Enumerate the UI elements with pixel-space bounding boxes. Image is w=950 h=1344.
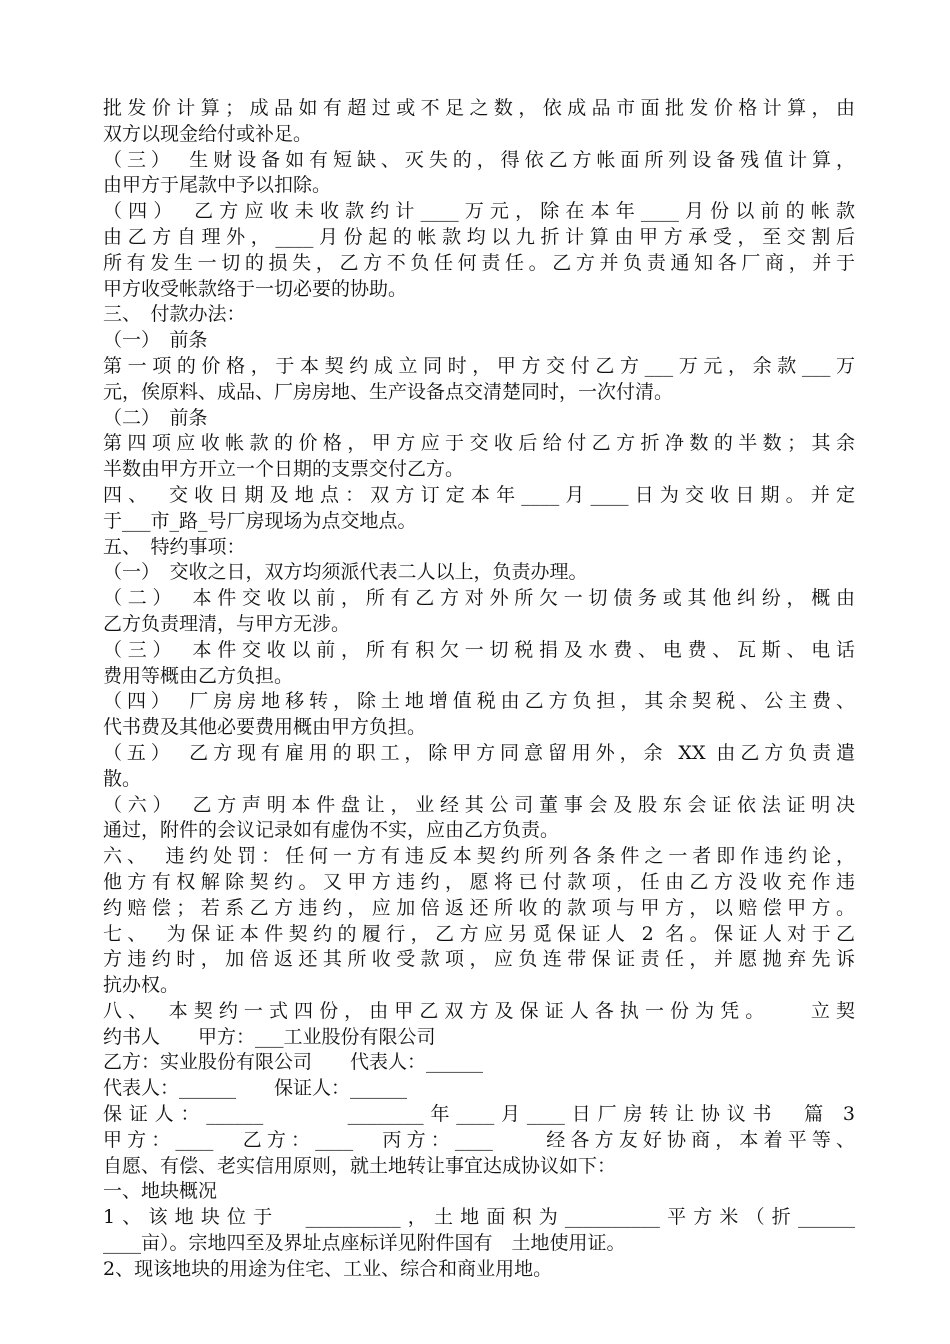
- text-line: 约书人 甲方：___工业股份有限公司: [103, 1025, 436, 1048]
- text-line: （四） 乙方应收未收款约计____万元，除在本年____月份以前的帐款: [103, 200, 855, 223]
- text-line: 第一项的价格，于本契约成立同时，甲方交付乙方___万元，余款___万: [103, 354, 855, 377]
- text-line: 自愿、有偿、老实信用原则，就土地转让事宜达成协议如下：: [103, 1154, 617, 1177]
- text-line: 甲方收受帐款络于一切必要的协助。: [103, 277, 408, 300]
- text-line: 约赔偿；若系乙方违约，应加倍返还所收的款项与甲方，以赔偿甲方。: [103, 896, 855, 919]
- text-line: 甲方：____ 乙方：____ 丙方：____ 经各方友好协商，本着平等、: [103, 1128, 855, 1151]
- text-line: 一、地块概况: [103, 1180, 218, 1203]
- text-line: 八、 本契约一式四份，由甲乙双方及保证人各执一份为凭。 立契: [103, 999, 855, 1022]
- text-line: （三） 本件交收以前，所有积欠一切税捐及水费、电费、瓦斯、电话: [103, 638, 855, 661]
- text-line: 双方以现金给付或补足。: [103, 122, 313, 145]
- text-line: ____亩）。宗地四至及界址点座标详见附件国有 土地使用证。: [103, 1232, 626, 1255]
- text-line: 三、 付款办法：: [103, 303, 246, 326]
- text-line: 四、 交收日期及地点：双方订定本年____月____日为交收日期。并定: [103, 483, 855, 506]
- text-line: 费用等概由乙方负担。: [103, 664, 294, 687]
- text-line: 他方有权解除契约。又甲方违约，愿将已付款项，任由乙方没收充作违: [103, 870, 855, 893]
- text-line: 抗办权。: [103, 974, 180, 997]
- text-line: 第四项应收帐款的价格，甲方应于交收后给付乙方折净数的半数；其余: [103, 432, 855, 455]
- text-line: （三） 生财设备如有短缺、灭失的，得依乙方帐面所列设备残值计算，: [103, 148, 855, 171]
- text-line: （一） 交收之日，双方均须派代表二人以上，负责办理。: [103, 561, 588, 584]
- text-line: 半数由甲方开立一个日期的支票交付乙方。: [103, 458, 465, 481]
- text-line: （五） 乙方现有雇用的职工，除甲方同意留用外，余 XX 由乙方负责遣: [103, 741, 855, 764]
- text-line: 所有发生一切的损失，乙方不负任何责任。乙方并负责通知各厂商，并于: [103, 251, 855, 274]
- text-line: 元，俟原料、成品、厂房房地、生产设备点交清楚同时，一次付清。: [103, 380, 674, 403]
- text-line: 代表人：______ 保证人：______: [103, 1077, 408, 1100]
- text-line: 方违约时，加倍返还其所收受款项，应负连带保证责任，并愿抛弃先诉: [103, 948, 855, 971]
- text-line: （二） 本件交收以前，所有乙方对外所欠一切债务或其他纠纷，概由: [103, 587, 855, 610]
- text-line: 由乙方自理外，____月份起的帐款均以九折计算由甲方承受，至交割后: [103, 225, 855, 248]
- text-line: 五、 特约事项：: [103, 535, 246, 558]
- text-line: 通过，附件的会议记录如有虚伪不实，应由乙方负责。: [103, 819, 560, 842]
- text-line: 乙方负责理清，与甲方无涉。: [103, 612, 351, 635]
- text-line: 由甲方于尾款中予以扣除。: [103, 174, 332, 197]
- text-line: 代书费及其他必要费用概由甲方负担。: [103, 716, 427, 739]
- document-page: [103, 96, 855, 1283]
- text-line: 保证人：______ ________年____月____日厂房转让协议书 篇 3: [103, 1103, 855, 1126]
- text-line: （二） 前条: [103, 406, 208, 429]
- text-line: 于___市_路_号厂房现场为点交地点。: [103, 509, 417, 532]
- text-line: 散。: [103, 767, 142, 790]
- text-line: 七、 为保证本件契约的履行，乙方应另觅保证人 2 名。保证人对于乙: [103, 922, 855, 945]
- text-line: 批发价计算；成品如有超过或不足之数，依成品市面批发价格计算，由: [103, 97, 855, 119]
- text-line: 六、 违约处罚：任何一方有违反本契约所列各条件之一者即作违约论，: [103, 845, 855, 868]
- text-line: 乙方：实业股份有限公司 代表人：______: [103, 1051, 484, 1074]
- text-line: 1、该地块位于 __________，土地面积为__________平方米（折______: [103, 1206, 855, 1229]
- text-line: 2、现该地块的用途为住宅、工业、综合和商业用地。: [103, 1257, 553, 1280]
- text-line: （四） 厂房房地移转，除土地增值税由乙方负担，其余契税、公主费、: [103, 690, 855, 713]
- text-line: （一） 前条: [103, 329, 208, 352]
- text-line: （六） 乙方声明本件盘让，业经其公司董事会及股东会证依法证明决: [103, 793, 855, 816]
